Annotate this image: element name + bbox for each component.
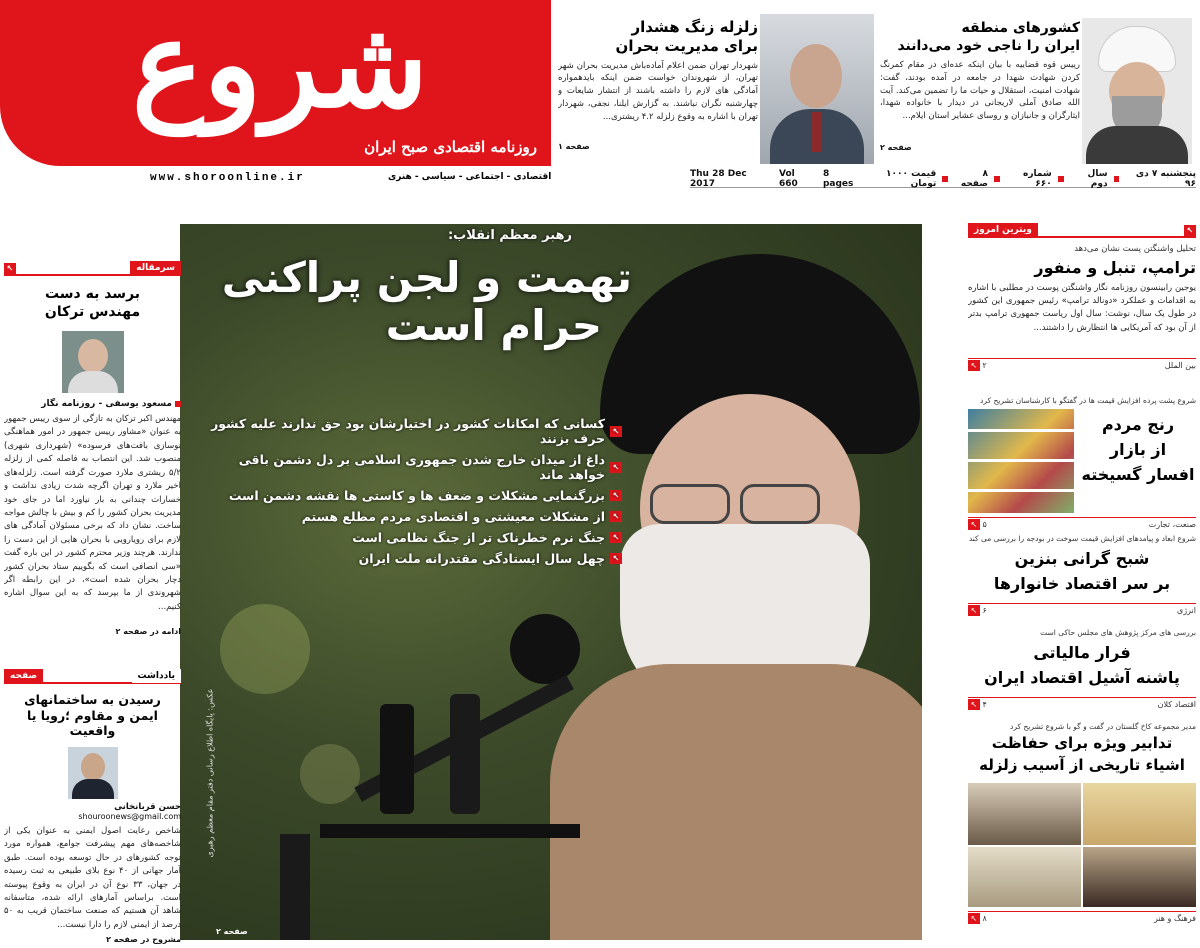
separator-icon <box>942 176 948 182</box>
sidebar-story-tax[interactable] <box>968 626 1196 720</box>
editorial-author: مسعود یوسفی - روزنامه نگار <box>4 399 181 409</box>
sidebar-story-heritage[interactable] <box>968 720 1196 938</box>
market-photo <box>968 409 1074 513</box>
sidebar-s5-page: ۸ <box>982 913 987 923</box>
top-story-1-title-line2: ایران را ناجی خود می‌دانند <box>897 37 1080 54</box>
main-headline-line2: حرام است <box>385 301 602 351</box>
bullet-item: ↖ داغ از میدان خارج شدن جمهوری اسلامی بر دل دشمن باقی خواهد ماند <box>202 452 622 482</box>
note-page-tag: صفحه <box>4 669 43 683</box>
sidebar-s3-title-line2: بر سر اقتصاد خانوارها <box>993 573 1171 593</box>
main-story[interactable] <box>180 224 922 940</box>
leader-photo <box>590 244 922 940</box>
top-story-2-page: صفحه ۱ <box>558 141 590 151</box>
bullet-item: ↖ از مشکلات معیشتی و اقتصادی مردم مطلع هستم <box>202 509 622 524</box>
sidebar-s1-body: یوجین رابینسون روزنامه نگار واشنگتن پوست در مطلبی با اشاره به اقدامات و عملکرد «دونالد ترامپ» رئیس جمهوری این کشور در طول یک سال، نوشت: سال اول ریاست جمهوری ترامپ بدتر از آن بود که آمریکایی ها انتظارش را داشتند... <box>968 283 1196 333</box>
arrow-icon: ↖ <box>968 519 980 530</box>
separator-icon <box>1058 176 1064 182</box>
judiciary-chief-photo <box>1082 18 1192 164</box>
note-author: حسن قربانخانی <box>114 801 181 812</box>
website-url[interactable]: www.shoroonline.ir <box>150 172 305 184</box>
sidebar-s2-title-line3: افسار گسیخته <box>1081 464 1195 484</box>
top-story-2-title-line2: برای مدیریت بحران <box>615 36 758 55</box>
top-story-1-title-line1: کشورهای منطقه <box>961 20 1080 36</box>
price: قیمت ۱۰۰۰ تومان <box>885 168 937 189</box>
sidebar-s2-section: صنعت، تجارت <box>1148 520 1196 529</box>
sidebar-s2-page: ۵ <box>982 520 987 529</box>
sidebar-s3-kicker: شروع ابعاد و پیامدهای افزایش قیمت سوخت در بودجه را بررسی می کند <box>968 534 1196 543</box>
author-photo <box>62 331 124 393</box>
sidebar-s4-kicker: بررسی های مرکز پژوهش های مجلس حاکی است <box>1040 628 1196 637</box>
sidebar <box>968 224 1196 942</box>
arrow-icon: ↖ <box>610 490 622 501</box>
top-story-2-title-line1: زلزله زنگ هشدار <box>631 18 758 36</box>
main-page: صفحه ۲ <box>216 927 248 936</box>
top-story-2-body: شهردار تهران ضمن اعلام آماده‌باش مدیریت بحران شهر تهران، از شهروندان خواست ضمن اینکه بایدهمواره آمادگی های لازم را داشته باشند از انتشار شایعات و چهارشنبه نگران نباشند. به گزارش ایلنا، نجفی، شهردار تهران با اشاره به وقوع زلزله ۴.۲ ریشتری... <box>558 60 758 122</box>
arrow-icon: ↖ <box>968 605 980 616</box>
sidebar-s4-title-line1: فرار مالیاتی <box>1033 643 1131 662</box>
arrow-icon: ↖ <box>968 360 980 371</box>
mayor-photo <box>760 14 874 164</box>
pages-en: 8 pages <box>822 168 854 189</box>
sidebar-label: ویترین امروز <box>968 223 1038 237</box>
arrow-icon: ↖ <box>610 426 622 437</box>
sidebar-s3-title-line1: شبح گرانی بنزین <box>1014 549 1150 568</box>
pages-fa: ۸ صفحه <box>960 168 988 189</box>
photo-credit: عکس: پایگاه اطلاع رسانی دفتر مقام معظم رهبری <box>205 688 215 858</box>
date-fa: پنجشنبه ۷ دی ۹۶ <box>1135 168 1196 189</box>
note-column[interactable] <box>4 670 181 944</box>
masthead-logo-block <box>0 0 551 166</box>
bullet-item: ↖ کسانی که امکانات کشور در اختیارشان بود حق ندارند علیه کشور حرف بزنند <box>202 416 622 446</box>
editorial-title: برسد به دست مهندس ترکان <box>44 286 141 320</box>
sidebar-story-market[interactable] <box>968 394 1196 532</box>
editorial-continued: ادامه در صفحه ۲ <box>115 627 181 636</box>
date-en: Thu 28 Dec 2017 <box>690 168 747 189</box>
note-email[interactable]: shouroonews@gmail.com <box>78 811 181 821</box>
sidebar-s4-title-line2: پاشنه آشیل اقتصاد ایران <box>984 667 1180 687</box>
info-bar <box>690 170 1196 188</box>
bullet-item: ↖ چهل سال ایستادگی مقتدرانه ملت ایران <box>202 551 622 566</box>
note-continued: مشروح در صفحه ۲ <box>106 934 181 944</box>
note-body: شاخص رعایت اصول ایمنی به عنوان یکی از شاخصه‌های مهم پیشرفت جوامع، همواره مورد توجه کشورهای در حال توسعه بوده است. طبق آمار جهانی از ۴۰ نوع بلای طبیعی به ثبت رسیده در جهان، ۳۳ نوع آن در ایران به وقوع پیوسته است. براساس آمارهای ارائه شده، متاسفانه شاهد آن هستیم که صنعت ساختمان قریب به ۵۰ درصد از ایمنی لازم را دارا نیست... <box>4 825 181 930</box>
sidebar-s1-kicker: تحلیل واشنگتن پست نشان می‌دهد <box>1074 244 1196 254</box>
arrow-icon: ↖ <box>1184 225 1196 236</box>
sidebar-s3-page: ۶ <box>982 605 987 615</box>
arrow-icon: ↖ <box>610 553 622 564</box>
sidebar-s5-section: فرهنگ و هنر <box>1153 913 1196 923</box>
sidebar-s1-title: ترامپ، تنبل و منفور <box>1034 258 1196 277</box>
bullet-item: ↖ بزرگنمایی مشکلات و ضعف ها و کاستی ها نقشه دشمن است <box>202 488 622 503</box>
main-headline-line1: تهمت و لجن پراکنی <box>221 253 632 302</box>
separator-icon <box>1114 176 1120 182</box>
tagline: روزنامه اقتصادی صبح ایران <box>364 138 537 156</box>
sidebar-s1-page: ۲ <box>982 361 987 370</box>
arrow-icon: ↖ <box>610 462 622 473</box>
sidebar-s5-title-line2: اشیاء تاریخی از آسیب زلزله <box>979 755 1185 774</box>
note-label: یادداشت <box>132 669 181 683</box>
bullet-item: ↖ جنگ نرم خطرناک تر از جنگ نظامی است <box>202 530 622 545</box>
top-story-1-page: صفحه ۲ <box>880 143 912 152</box>
sidebar-s1-section: بین الملل <box>1164 361 1196 370</box>
arrow-icon: ↖ <box>968 699 980 710</box>
editorial-body: مهندس اکبر ترکان به تازگی از سوی رییس جمهور به عنوان «مشاور رییس جمهور در امور هماهنگی نوسازی بافت‌های فرسوده» (شهرداری شهری) منصوب شد. این انتصاب به فاصله کمی از زلزله ۵/۲ ریشتری ملارد صورت گرفته است. زلزله‌های اخیر ملارد و تهران اگرچه شدت زیادی نداشت و خسارات چندانی به بار نیاورد اما در جای خود مدیریت بحران کشور را کم و بیش با چالش مواجه ساخت. نشان داد که برخی مسئولان آمادگی های لازم برای رویارویی با بحران هایی از این دست را ندارند. هرچند وزیر محترم کشور در این باره گفت «سی انصافی است که بگوییم ستاد بحران کشور دچار بحران شده است»، در این رابطه اگر شهروندی از ما بپرسد که به این سوال اشاره کنیم... <box>4 414 181 612</box>
sidebar-story-trump[interactable] <box>968 238 1196 394</box>
top-story-region[interactable] <box>880 20 1080 168</box>
note-title: رسیدن به ساختمانهای ایمن و مقاوم ؛رویا یا واقعیت <box>24 692 161 739</box>
section-list: اقتصادی - اجتماعی - سیاسی - هنری <box>388 172 552 182</box>
editorial-label: سرمقاله <box>130 261 181 275</box>
sidebar-s2-title-line1: رنج مردم <box>1101 415 1175 434</box>
sidebar-s4-page: ۴ <box>982 699 987 709</box>
sidebar-s4-section: اقتصاد کلان <box>1157 699 1196 709</box>
vol: Vol 660 <box>778 168 798 189</box>
sidebar-s5-title-line1: تدابیر ویژه برای حفاظت <box>991 734 1173 752</box>
sidebar-s2-title-line2: از بازار <box>1109 439 1167 459</box>
note-author-photo <box>68 747 118 799</box>
arrow-icon: ↖ <box>968 913 980 924</box>
main-bullets <box>202 416 622 572</box>
main-kicker: رهبر معظم انقلاب: <box>447 228 572 243</box>
square-bullet-icon <box>175 401 181 407</box>
top-story-1-body: رییس قوه قضاییه با بیان اینکه عده‌ای در مقام کمرنگ کردن شهادت شهدا در جامعه در آمده بودند، گفت: شهادت امنیت، استقلال و حیات ما را تضمین می‌کند. آیت الله صادق آملی لاریجانی در دیدار با خانواده شهدا، ایثارگران و جانبازان و روسای عشایر استان ایلام... <box>880 60 1080 121</box>
year: سال دوم <box>1087 168 1108 189</box>
sidebar-s2-kicker: شروع پشت پرده افزایش قیمت ها در گفتگو با کارشناسان تشریح کرد <box>980 396 1196 405</box>
arrow-icon: ↖ <box>4 263 16 274</box>
sidebar-story-gasoline[interactable] <box>968 532 1196 626</box>
issue: شماره ۶۶۰ <box>1023 168 1052 189</box>
palace-photo <box>968 783 1196 907</box>
arrow-icon: ↖ <box>610 532 622 543</box>
separator-icon <box>994 176 1000 182</box>
sidebar-s3-section: انرژی <box>1177 605 1196 615</box>
editorial-column[interactable] <box>4 262 181 658</box>
newspaper-logo: شروع <box>131 0 429 135</box>
sidebar-s5-kicker: مدیر مجموعه کاخ گلستان در گفت و گو با شروع تشریح کرد <box>1009 722 1196 731</box>
top-story-earthquake[interactable] <box>558 18 758 168</box>
arrow-icon: ↖ <box>610 511 622 522</box>
main-headline <box>212 254 632 351</box>
